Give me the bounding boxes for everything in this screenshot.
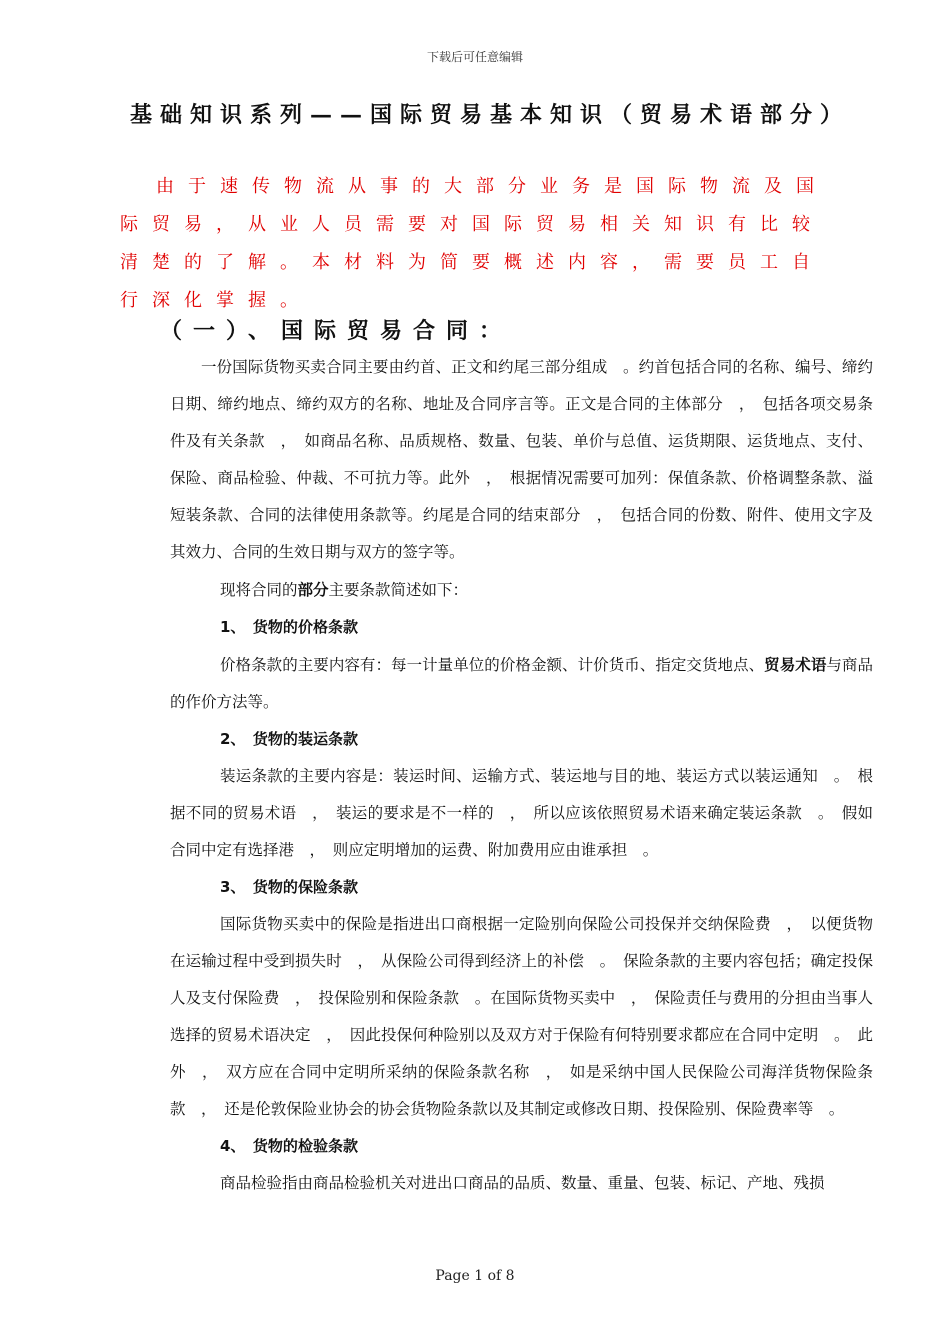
paragraph-price-clause: 价格条款的主要内容有：每一计量单位的价格金额、计价货币、指定交货地点、贸易术语与商品的作价方法等。	[170, 655, 873, 711]
clause-heading-shipment: 2、 货物的装运条款	[220, 730, 358, 748]
section-heading: （一）、国际贸易合同：	[160, 318, 513, 344]
paragraph-clause-intro: 现将合同的部分主要条款简述如下：	[220, 580, 469, 599]
page-number-footer: Page 1 of 8	[435, 1268, 515, 1284]
clause-heading-price: 1、 货物的价格条款	[220, 618, 358, 636]
document-title: 基础知识系列——国际贸易基本知识（贸易术语部分）	[129, 102, 850, 128]
paragraph-contract-structure: 一份国际货物买卖合同主要由约首、正文和约尾三部分组成 。约首包括合同的名称、编号、缔约日期、缔约地点、缔约双方的名称、地址及合同序言等。正文是合同的主体部分 ， 包括各项交易条件及有关条款 ， 如商品名称、品质规格、数量、包装、单价与总值、运货期限、运货地点、支付、保险、商品检验、仲裁、不可抗力等。此外 ， 根据情况需要可加列：保值条款、价格调整条款、溢短装条款、合同的法律使用条款等。约尾是合同的结束部分 ， 包括合同的份数、附件、使用文字及其效力、合同的生效日期与双方的签字等。	[170, 358, 873, 561]
intro-note: 由于速传物流从事的大部分业务是国际物流及国际贸易，从业人员需要对国际贸易相关知识有比较清楚的了解。本材料为简要概述内容，需要员工自行深化掌握。	[120, 176, 828, 311]
paragraph-shipment-clause: 装运条款的主要内容是：装运时间、运输方式、装运地与目的地、装运方式以装运通知 。 根据不同的贸易术语 ， 装运的要求是不一样的 ， 所以应该依照贸易术语来确定装运条款 。 假如合同中定有选择港 ， 则应定明增加的运费、附加费用应由谁承担 。	[170, 767, 873, 859]
paragraph-inspection-clause: 商品检验指由商品检验机关对进出口商品的品质、数量、重量、包装、标记、产地、残损	[220, 1174, 825, 1192]
clause-heading-inspection: 4、 货物的检验条款	[220, 1137, 358, 1155]
paragraph-insurance-clause: 国际货物买卖中的保险是指进出口商根据一定险别向保险公司投保并交纳保险费 ， 以便货物在运输过程中受到损失时 ， 从保险公司得到经济上的补偿 。 保险条款的主要内容包括；确定投保人及支付保险费 ， 投保险别和保险条款 。在国际货物买卖中 ， 保险责任与费用的分担由当事人选择的贸易术语决定 ， 因此投保何种险别以及双方对于保险有何特别要求都应在合同中定明 。 此外 ， 双方应在合同中定明所采纳的保险条款名称 ， 如是采纳中国人民保险公司海洋货物保险条款 ， 还是伦敦保险业协会的协会货物险条款以及其制定或修改日期、投保险别、保险费率等 。	[170, 915, 873, 1118]
document-body	[170, 349, 873, 1202]
page-header: 下载后可任意编辑	[426, 50, 523, 64]
clause-heading-insurance: 3、 货物的保险条款	[220, 878, 358, 896]
